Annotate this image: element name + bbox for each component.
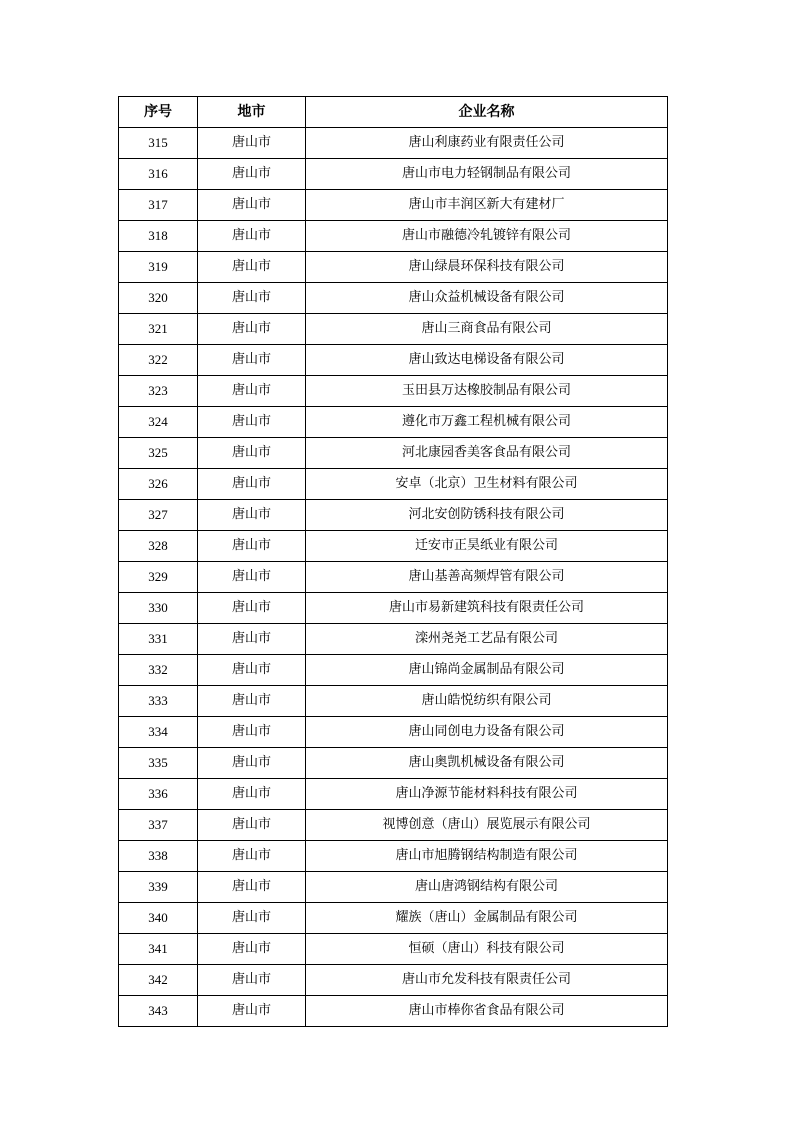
company-name-cell: 唐山三商食品有限公司 bbox=[306, 314, 668, 345]
table-row bbox=[119, 624, 668, 655]
table-row bbox=[119, 283, 668, 314]
company-name-cell: 唐山市丰润区新大有建材厂 bbox=[306, 190, 668, 221]
table-row bbox=[119, 748, 668, 779]
city-cell: 唐山市 bbox=[198, 128, 306, 159]
company-name-cell: 唐山市允发科技有限责任公司 bbox=[306, 965, 668, 996]
city-cell: 唐山市 bbox=[198, 531, 306, 562]
serial-number-cell: 337 bbox=[119, 810, 198, 841]
company-name-cell: 唐山唐鸿钢结构有限公司 bbox=[306, 872, 668, 903]
serial-number-cell: 321 bbox=[119, 314, 198, 345]
company-name-cell: 唐山市棒你省食品有限公司 bbox=[306, 996, 668, 1027]
city-cell: 唐山市 bbox=[198, 314, 306, 345]
city-cell: 唐山市 bbox=[198, 283, 306, 314]
city-cell: 唐山市 bbox=[198, 562, 306, 593]
city-cell: 唐山市 bbox=[198, 190, 306, 221]
table-row bbox=[119, 376, 668, 407]
company-name-cell: 遵化市万鑫工程机械有限公司 bbox=[306, 407, 668, 438]
city-cell: 唐山市 bbox=[198, 872, 306, 903]
enterprise-table bbox=[118, 96, 668, 1027]
company-name-cell: 唐山锦尚金属制品有限公司 bbox=[306, 655, 668, 686]
table-body bbox=[119, 128, 668, 1027]
serial-number-cell: 323 bbox=[119, 376, 198, 407]
city-cell: 唐山市 bbox=[198, 655, 306, 686]
city-cell: 唐山市 bbox=[198, 748, 306, 779]
table-row bbox=[119, 841, 668, 872]
table-row bbox=[119, 934, 668, 965]
table-row bbox=[119, 500, 668, 531]
serial-number-cell: 338 bbox=[119, 841, 198, 872]
serial-number-cell: 336 bbox=[119, 779, 198, 810]
serial-number-cell: 330 bbox=[119, 593, 198, 624]
serial-number-cell: 319 bbox=[119, 252, 198, 283]
table-row bbox=[119, 686, 668, 717]
city-cell: 唐山市 bbox=[198, 252, 306, 283]
company-name-cell: 唐山市易新建筑科技有限责任公司 bbox=[306, 593, 668, 624]
city-cell: 唐山市 bbox=[198, 841, 306, 872]
table-row bbox=[119, 810, 668, 841]
table-row bbox=[119, 779, 668, 810]
serial-number-cell: 332 bbox=[119, 655, 198, 686]
serial-number-cell: 331 bbox=[119, 624, 198, 655]
table-row bbox=[119, 314, 668, 345]
table-row bbox=[119, 438, 668, 469]
city-cell: 唐山市 bbox=[198, 345, 306, 376]
header-row bbox=[119, 97, 668, 128]
serial-number-cell: 327 bbox=[119, 500, 198, 531]
city-cell: 唐山市 bbox=[198, 469, 306, 500]
serial-number-cell: 328 bbox=[119, 531, 198, 562]
company-name-cell: 恒硕（唐山）科技有限公司 bbox=[306, 934, 668, 965]
serial-number-cell: 316 bbox=[119, 159, 198, 190]
city-cell: 唐山市 bbox=[198, 934, 306, 965]
company-name-cell: 唐山致达电梯设备有限公司 bbox=[306, 345, 668, 376]
header-company-name: 企业名称 bbox=[306, 97, 668, 128]
serial-number-cell: 317 bbox=[119, 190, 198, 221]
company-name-cell: 滦州尧尧工艺品有限公司 bbox=[306, 624, 668, 655]
city-cell: 唐山市 bbox=[198, 159, 306, 190]
city-cell: 唐山市 bbox=[198, 903, 306, 934]
table-row bbox=[119, 903, 668, 934]
company-name-cell: 唐山市旭腾钢结构制造有限公司 bbox=[306, 841, 668, 872]
table-row bbox=[119, 965, 668, 996]
table-row bbox=[119, 469, 668, 500]
city-cell: 唐山市 bbox=[198, 593, 306, 624]
company-name-cell: 唐山市融德冷轧镀锌有限公司 bbox=[306, 221, 668, 252]
serial-number-cell: 333 bbox=[119, 686, 198, 717]
serial-number-cell: 329 bbox=[119, 562, 198, 593]
table-row bbox=[119, 159, 668, 190]
company-name-cell: 视博创意（唐山）展览展示有限公司 bbox=[306, 810, 668, 841]
company-name-cell: 河北康园香美客食品有限公司 bbox=[306, 438, 668, 469]
table-header bbox=[119, 97, 668, 128]
table-row bbox=[119, 531, 668, 562]
table-row bbox=[119, 562, 668, 593]
company-name-cell: 唐山同创电力设备有限公司 bbox=[306, 717, 668, 748]
company-name-cell: 唐山奥凯机械设备有限公司 bbox=[306, 748, 668, 779]
city-cell: 唐山市 bbox=[198, 965, 306, 996]
serial-number-cell: 326 bbox=[119, 469, 198, 500]
table-row bbox=[119, 128, 668, 159]
table-row bbox=[119, 996, 668, 1027]
serial-number-cell: 320 bbox=[119, 283, 198, 314]
city-cell: 唐山市 bbox=[198, 624, 306, 655]
serial-number-cell: 335 bbox=[119, 748, 198, 779]
company-name-cell: 唐山皓悦纺织有限公司 bbox=[306, 686, 668, 717]
serial-number-cell: 325 bbox=[119, 438, 198, 469]
serial-number-cell: 340 bbox=[119, 903, 198, 934]
serial-number-cell: 322 bbox=[119, 345, 198, 376]
serial-number-cell: 315 bbox=[119, 128, 198, 159]
serial-number-cell: 342 bbox=[119, 965, 198, 996]
city-cell: 唐山市 bbox=[198, 810, 306, 841]
serial-number-cell: 318 bbox=[119, 221, 198, 252]
company-name-cell: 河北安创防锈科技有限公司 bbox=[306, 500, 668, 531]
city-cell: 唐山市 bbox=[198, 779, 306, 810]
header-city: 地市 bbox=[198, 97, 306, 128]
city-cell: 唐山市 bbox=[198, 438, 306, 469]
city-cell: 唐山市 bbox=[198, 221, 306, 252]
serial-number-cell: 341 bbox=[119, 934, 198, 965]
city-cell: 唐山市 bbox=[198, 407, 306, 438]
serial-number-cell: 324 bbox=[119, 407, 198, 438]
company-name-cell: 安卓（北京）卫生材料有限公司 bbox=[306, 469, 668, 500]
city-cell: 唐山市 bbox=[198, 500, 306, 531]
serial-number-cell: 343 bbox=[119, 996, 198, 1027]
serial-number-cell: 339 bbox=[119, 872, 198, 903]
city-cell: 唐山市 bbox=[198, 717, 306, 748]
serial-number-cell: 334 bbox=[119, 717, 198, 748]
city-cell: 唐山市 bbox=[198, 686, 306, 717]
table-row bbox=[119, 717, 668, 748]
company-name-cell: 唐山众益机械设备有限公司 bbox=[306, 283, 668, 314]
table-row bbox=[119, 655, 668, 686]
company-name-cell: 唐山基善高频焊管有限公司 bbox=[306, 562, 668, 593]
table-row bbox=[119, 345, 668, 376]
table-row bbox=[119, 407, 668, 438]
company-name-cell: 玉田县万达橡胶制品有限公司 bbox=[306, 376, 668, 407]
company-name-cell: 唐山市电力轻钢制品有限公司 bbox=[306, 159, 668, 190]
table-row bbox=[119, 593, 668, 624]
table-row bbox=[119, 221, 668, 252]
city-cell: 唐山市 bbox=[198, 376, 306, 407]
city-cell: 唐山市 bbox=[198, 996, 306, 1027]
company-name-cell: 唐山绿晨环保科技有限公司 bbox=[306, 252, 668, 283]
table-row bbox=[119, 252, 668, 283]
table-row bbox=[119, 190, 668, 221]
company-name-cell: 唐山利康药业有限责任公司 bbox=[306, 128, 668, 159]
company-name-cell: 迁安市正昊纸业有限公司 bbox=[306, 531, 668, 562]
table-row bbox=[119, 872, 668, 903]
company-name-cell: 耀族（唐山）金属制品有限公司 bbox=[306, 903, 668, 934]
company-name-cell: 唐山净源节能材料科技有限公司 bbox=[306, 779, 668, 810]
header-serial-number: 序号 bbox=[119, 97, 198, 128]
